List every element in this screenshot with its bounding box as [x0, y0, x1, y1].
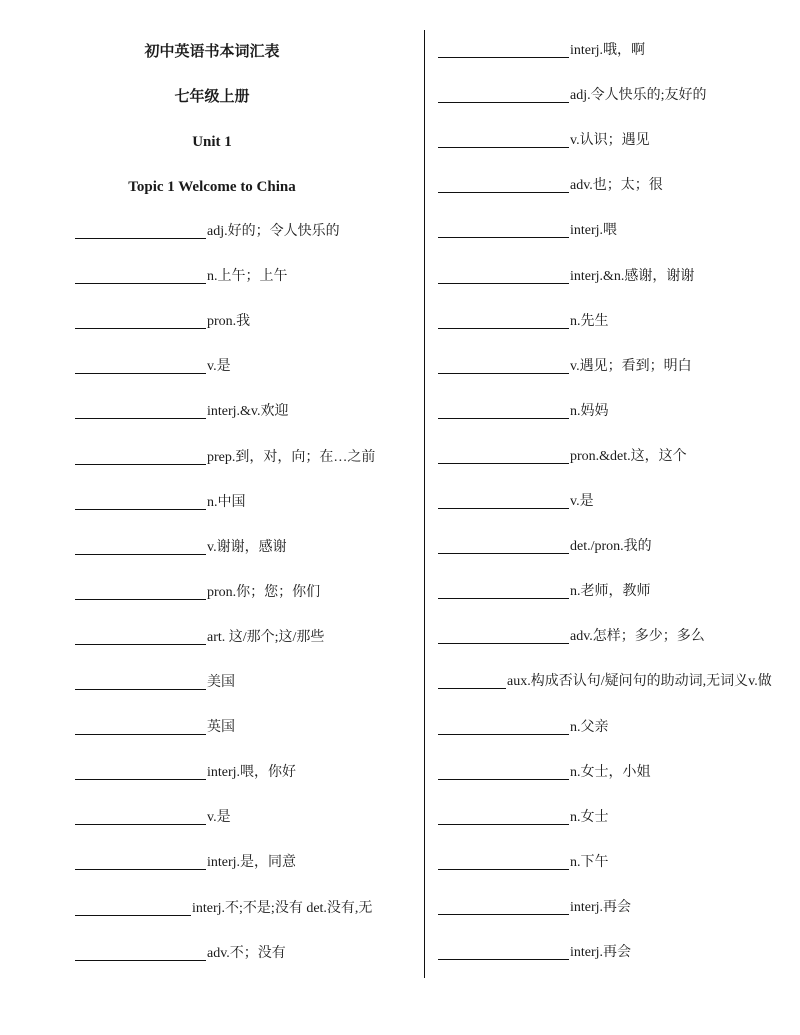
definition-text: interj.再会: [570, 899, 632, 915]
answer-blank[interactable]: [438, 584, 569, 599]
definition-text: n.老师，教师: [570, 584, 651, 600]
answer-blank[interactable]: [438, 539, 569, 554]
answer-blank[interactable]: [438, 133, 569, 148]
answer-blank[interactable]: [438, 359, 569, 374]
definition-text: n.上午；上午: [207, 269, 288, 285]
answer-blank[interactable]: [438, 404, 569, 419]
vocab-right-row: [438, 583, 651, 601]
answer-blank[interactable]: [75, 495, 206, 510]
vocab-left-row: [75, 719, 235, 737]
definition-text: 美国: [207, 675, 235, 690]
answer-blank[interactable]: [75, 855, 206, 870]
answer-blank[interactable]: [75, 675, 206, 690]
vocab-right-row: [438, 132, 650, 150]
vocab-right-row: [438, 493, 594, 511]
definition-text: n.下午: [570, 854, 609, 870]
answer-blank[interactable]: [75, 404, 206, 419]
vocab-right-row: [438, 177, 663, 195]
vocab-right-row: [438, 313, 609, 331]
definition-text: interj.不;不是;没有 det.没有,无: [192, 900, 373, 916]
answer-blank[interactable]: [438, 855, 569, 870]
definition-text: aux.构成否认句/疑问句的助动词,无词义v.做: [507, 674, 772, 690]
answer-blank[interactable]: [438, 494, 569, 509]
answer-blank[interactable]: [75, 810, 206, 825]
vocab-left-row: [75, 449, 375, 467]
vocab-left-row: [75, 584, 320, 602]
vocab-right-row: [438, 538, 652, 556]
definition-text: interj.喂，你好: [207, 765, 297, 781]
answer-blank[interactable]: [438, 449, 569, 464]
answer-blank[interactable]: [438, 810, 569, 825]
definition-text: n.先生: [570, 313, 609, 329]
vocab-left-row: [75, 313, 250, 331]
definition-text: pron.&det.这，这个: [570, 448, 687, 464]
vocab-right-row: [438, 222, 617, 240]
definition-text: interj.喂: [570, 223, 618, 239]
answer-blank[interactable]: [75, 901, 191, 916]
answer-blank[interactable]: [438, 178, 569, 193]
vocab-left-row: [75, 674, 235, 692]
answer-blank[interactable]: [75, 946, 206, 961]
vocab-left-row: [75, 403, 289, 421]
vocab-left-row: [75, 358, 231, 376]
grade-heading: 七年级上册: [174, 89, 250, 105]
answer-blank[interactable]: [438, 945, 569, 960]
answer-blank[interactable]: [75, 269, 206, 284]
vocab-right-row: [438, 719, 609, 737]
definition-text: adv.不；没有: [207, 945, 286, 961]
vocab-right-row: [438, 764, 651, 782]
vocab-left-row: [75, 809, 231, 827]
definition-text: n.女士，小姐: [570, 764, 651, 780]
vocab-right-row: [438, 809, 609, 827]
definition-text: n.父亲: [570, 719, 609, 735]
answer-blank[interactable]: [438, 629, 569, 644]
definition-text: v.谢谢，感谢: [207, 539, 287, 555]
vocab-right-row: [438, 268, 694, 286]
answer-blank[interactable]: [75, 540, 206, 555]
vocab-right-row: [438, 944, 631, 962]
answer-blank[interactable]: [75, 630, 206, 645]
answer-blank[interactable]: [438, 269, 569, 284]
vocab-left-row: [75, 539, 287, 557]
answer-blank[interactable]: [75, 720, 206, 735]
definition-text: interj.哦，啊: [570, 43, 646, 58]
definition-text: n.中国: [207, 494, 246, 510]
definition-text: interj.&n.感谢，谢谢: [570, 268, 695, 284]
vocab-left-row: [75, 764, 296, 782]
answer-blank[interactable]: [75, 450, 206, 465]
vocab-right-row: [438, 87, 707, 105]
definition-text: n.妈妈: [570, 403, 609, 419]
answer-blank[interactable]: [438, 88, 569, 103]
vocab-right-row: [438, 854, 609, 872]
column-divider: [424, 30, 425, 978]
answer-blank[interactable]: [438, 765, 569, 780]
vocab-right-row: [438, 42, 645, 60]
definition-text: v.遇见；看到；明白: [570, 358, 692, 374]
vocab-left-row: [75, 900, 372, 918]
unit-heading: Unit 1: [192, 134, 232, 150]
answer-blank[interactable]: [438, 674, 506, 689]
vocab-right-row: [438, 628, 705, 646]
definition-text: adj.令人快乐的;友好的: [570, 88, 707, 104]
answer-blank[interactable]: [75, 585, 206, 600]
definition-text: 英国: [207, 720, 235, 736]
vocab-right-row: [438, 403, 609, 421]
vocab-right-row: [438, 448, 687, 466]
definition-text: interj.&v.欢迎: [207, 404, 289, 420]
vocab-left-row: [75, 854, 296, 872]
topic-heading: Topic 1 Welcome to China: [128, 179, 296, 195]
vocab-right-row: [438, 899, 631, 917]
vocab-left-row: [75, 945, 286, 963]
answer-blank[interactable]: [438, 900, 569, 915]
definition-text: adv.也；太；很: [570, 178, 663, 194]
vocab-left-row: [75, 268, 288, 286]
answer-blank[interactable]: [438, 43, 569, 58]
definition-text: v.认识；遇见: [570, 133, 650, 149]
definition-text: interj.是，同意: [207, 855, 297, 871]
answer-blank[interactable]: [438, 314, 569, 329]
definition-text: prep.到，对，向；在…之前: [207, 449, 376, 465]
page-title: 初中英语书本词汇表: [144, 44, 280, 60]
vocab-left-row: [75, 223, 340, 241]
definition-text: art. 这/那个;这/那些: [207, 629, 325, 645]
vocab-left-row: [75, 494, 246, 512]
answer-blank[interactable]: [75, 765, 206, 780]
answer-blank[interactable]: [438, 720, 569, 735]
definition-text: pron.我: [207, 314, 251, 330]
definition-text: n.女士: [570, 809, 609, 825]
definition-text: v.是: [570, 494, 594, 509]
definition-text: interj.再会: [570, 945, 632, 960]
answer-blank[interactable]: [438, 223, 569, 238]
answer-blank[interactable]: [75, 224, 206, 239]
definition-text: adv.怎样；多少；多么: [570, 629, 705, 645]
answer-blank[interactable]: [75, 359, 206, 374]
vocab-right-row: [438, 673, 772, 691]
answer-blank[interactable]: [75, 314, 206, 329]
definition-text: det./pron.我的: [570, 539, 652, 555]
vocab-right-row: [438, 358, 692, 376]
definition-text: v.是: [207, 810, 231, 826]
definition-text: adj.好的；令人快乐的: [207, 224, 340, 239]
definition-text: pron.你；您；你们: [207, 584, 321, 600]
vocab-left-row: [75, 629, 324, 647]
definition-text: v.是: [207, 359, 231, 375]
